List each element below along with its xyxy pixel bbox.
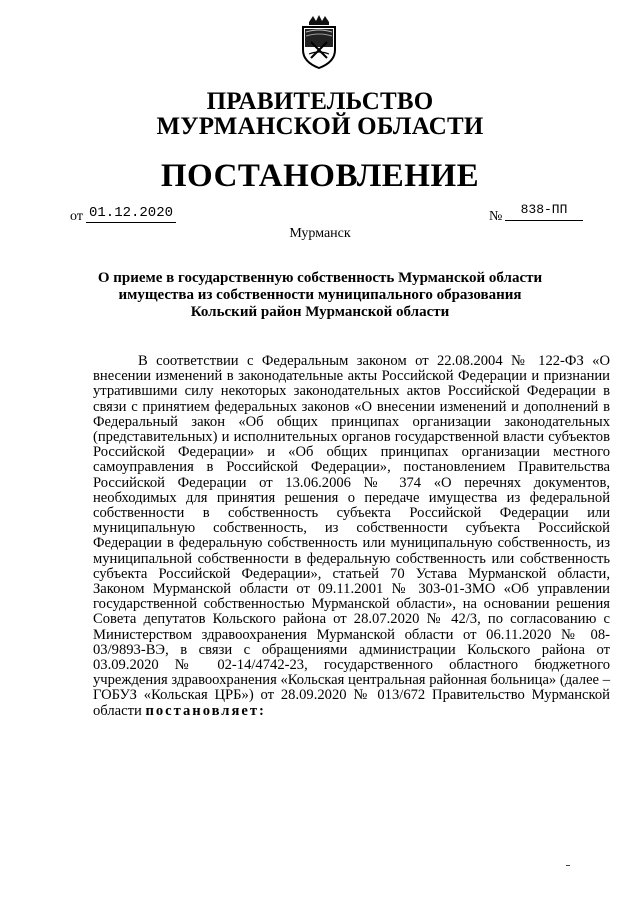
resolves-word: постановляет: [145,702,266,719]
subject-line: Кольский район Мурманской области [190,304,450,320]
document-date: 01.12.2020 [86,205,176,223]
document-number: 838-ПП [505,202,583,221]
coat-of-arms-icon [295,14,343,70]
document-type: ПОСТАНОВЛЕНИЕ [160,158,480,194]
number-label: № [489,209,503,224]
date-label: от [70,209,83,224]
subject-line: О приеме в государственную собственность Мурманской области [97,270,543,286]
body-paragraph [93,354,610,719]
body-text: В соответствии с Федеральным законом от 22.08.2004 № 122-ФЗ «О внесении изменений в законодательные акты Российской Федерации и признании утратившими силу некоторых законодательных актов Российской Федерации в связи с принятием федеральных законов «О внесении изменений и дополнений в Федеральный закон «Об общих принципах организации законодательных (представительных) и исполнительных органов государственной власти субъектов Российской Федерации» и «Об общих принципах организации местного самоуправления в Российской Федерации», постановлением Правительства Российской Федерации от 13.06.2006 № 374 «О перечнях документов, необходимых для принятия решения о передаче имущества из федеральной собственности в собственность субъекта Российской Федерации или муниципальную собственность, из собственности субъекта Российской Федерации в федеральную собственность или муниципальную собственность, из муниципальной собственности в федеральную собственность или собственность субъекта Российской Федерации», статьей 70 Устава Мурманской области, Законом Мурманской области от 09.11.2001 № 303-01-ЗМО «Об управлении государственной собственностью Мурманской области», на основании решения Совета депутатов Кольского района от 28.07.2020 № 42/3, по согласованию с Министерством здравоохранения Мурманской области от 06.11.2020 № 08-03/9893-ВЭ, в связи с обращениями администрации Кольского района от 03.09.2020 № 02-14/4742-23, государственного областного бюджетного учреждения здравоохранения «Кольская центральная районная больница» (далее – ГОБУЗ «Кольская ЦРБ») от 28.09.2020 № 013/672 Правительство Мурманской области [93,353,610,719]
scan-mark [566,865,570,866]
government-title: ПРАВИТЕЛЬСТВО [206,88,434,115]
subject-line: имущества из собственности муниципального образования [118,287,522,303]
region-title: МУРМАНСКОЙ ОБЛАСТИ [156,113,484,140]
city: Мурманск [289,226,351,241]
document-subject [90,270,550,321]
